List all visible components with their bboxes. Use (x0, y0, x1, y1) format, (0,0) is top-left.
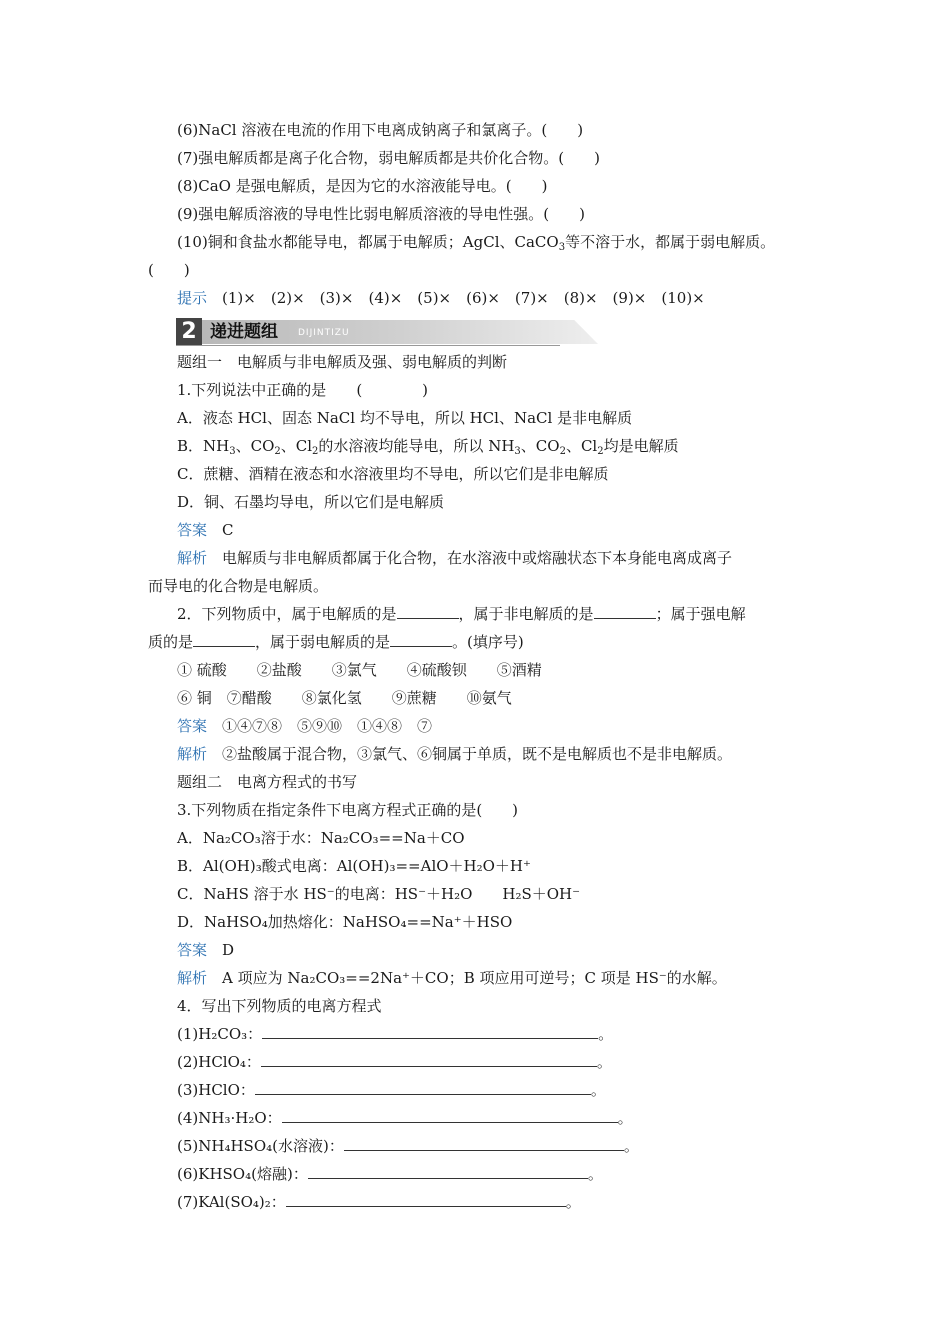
q2-options-row2: ⑥ 铜 ⑦醋酸 ⑧氯化氢 ⑨蔗糖 ⑩氨气 (177, 689, 512, 707)
judge-item-8: (8)CaO 是强电解质，是因为它的水溶液能导电。( ) (177, 177, 548, 195)
q1-analysis-cont: 而导电的化合物是电解质。 (148, 577, 329, 595)
q3-stem: 3.下列物质在指定条件下电离方程式正确的是( ) (177, 801, 519, 819)
q2-options-row1: ① 硫酸 ②盐酸 ③氯气 ④硫酸钡 ⑤酒精 (177, 661, 542, 679)
q3-analysis: 解析 A 项应为 Na₂CO₃==2Na⁺＋CO；B 项应用可逆号；C 项是 HS⁻的水解。 (177, 969, 727, 987)
answer-label: 答案 (177, 521, 208, 539)
judge-item-7: (7)强电解质都是离子化合物，弱电解质都是共价化合物。( ) (177, 149, 600, 167)
q3-option-a: A．Na₂CO₃溶于水：Na₂CO₃==Na＋CO (177, 829, 465, 847)
judge-item-6: (6)NaCl 溶液在电流的作用下电离成钠离子和氯离子。( ) (177, 121, 584, 139)
q4-item-5: (5)NH₄HSO₄(水溶液)： 。 (177, 1137, 639, 1155)
q1-option-b: B．$NH_3$、$CO_2$、$Cl_2$的水溶液均能导电，所以 $NH_3$、$CO_2$、$Cl_2$均是电解质 (177, 437, 679, 457)
q3-option-b: B．Al(OH)₃酸式电离：Al(OH)₃==AlO＋H₂O＋H⁺ (177, 857, 531, 875)
section-subtitle: DIJINTIZU (298, 328, 350, 338)
q3-answer: 答案 D (177, 941, 235, 959)
q1-analysis: 解析 电解质与非电解质都属于化合物，在水溶液中或熔融状态下本身能电离成离子 (177, 549, 733, 567)
q2-stem-cont: 质的是 ，属于弱电解质的是 。(填序号) (148, 633, 524, 651)
q1-option-c: C．蔗糖、酒精在液态和水溶液里均不导电，所以它们是非电解质 (177, 465, 609, 483)
judge-item-9: (9)强电解质溶液的导电性比弱电解质溶液的导电性强。( ) (177, 205, 585, 223)
q4-item-2: (2)HClO₄： 。 (177, 1053, 612, 1071)
q1-option-a: A．液态 HCl、固态 NaCl 均不导电，所以 HCl、NaCl 是非电解质 (177, 409, 633, 427)
group2-title: 题组二 电离方程式的书写 (177, 773, 358, 791)
judge-item-10-bracket: ( ) (148, 261, 190, 279)
hint-label: 提示 (177, 289, 208, 307)
section-title: 递进题组 (210, 322, 278, 342)
q2-analysis: 解析 ②盐酸属于混合物，③氯气、⑥铜属于单质，既不是电解质也不是非电解质。 (177, 745, 733, 763)
q4-item-4: (4)NH₃·H₂O： 。 (177, 1109, 633, 1127)
q3-option-d: D．NaHSO₄加热熔化：NaHSO₄==Na⁺＋HSO (177, 913, 513, 931)
q4-stem: 4．写出下列物质的电离方程式 (177, 997, 382, 1015)
q4-item-6: (6)KHSO₄(熔融)： 。 (177, 1165, 603, 1183)
q4-item-3: (3)HClO： 。 (177, 1081, 606, 1099)
q4-item-1: (1)H₂CO₃： 。 (177, 1025, 614, 1043)
section-header (176, 318, 556, 346)
group1-title: 题组一 电解质与非电解质及强、弱电解质的判断 (177, 353, 508, 371)
q2-stem: 2．下列物质中，属于电解质的是 ，属于非电解质的是 ；属于强电解 (177, 605, 746, 623)
judge-item-10: (10)铜和食盐水都能导电，都属于电解质；AgCl、CaCO$_3$等不溶于水，都属于弱电解质。 (177, 233, 776, 253)
q1-answer: 答案 C (177, 521, 234, 539)
hint-line: 提示 (1)× (2)× (3)× (4)× (5)× (6)× (7)× (8)× (9)× (10)× (177, 289, 705, 307)
q2-answer: 答案 ①④⑦⑧ ⑤⑨⑩ ①④⑧ ⑦ (177, 717, 433, 735)
q1-option-d: D．铜、石墨均导电，所以它们是电解质 (177, 493, 445, 511)
q1-stem: 1.下列说法中正确的是 ( ) (177, 381, 429, 399)
analysis-label: 解析 (177, 549, 208, 567)
q3-option-c: C．NaHS 溶于水 HS⁻的电离：HS⁻＋H₂O H₂S＋OH⁻ (177, 885, 581, 903)
section-number: 2 (176, 318, 202, 346)
q4-item-7: (7)KAl(SO₄)₂： 。 (177, 1193, 581, 1211)
